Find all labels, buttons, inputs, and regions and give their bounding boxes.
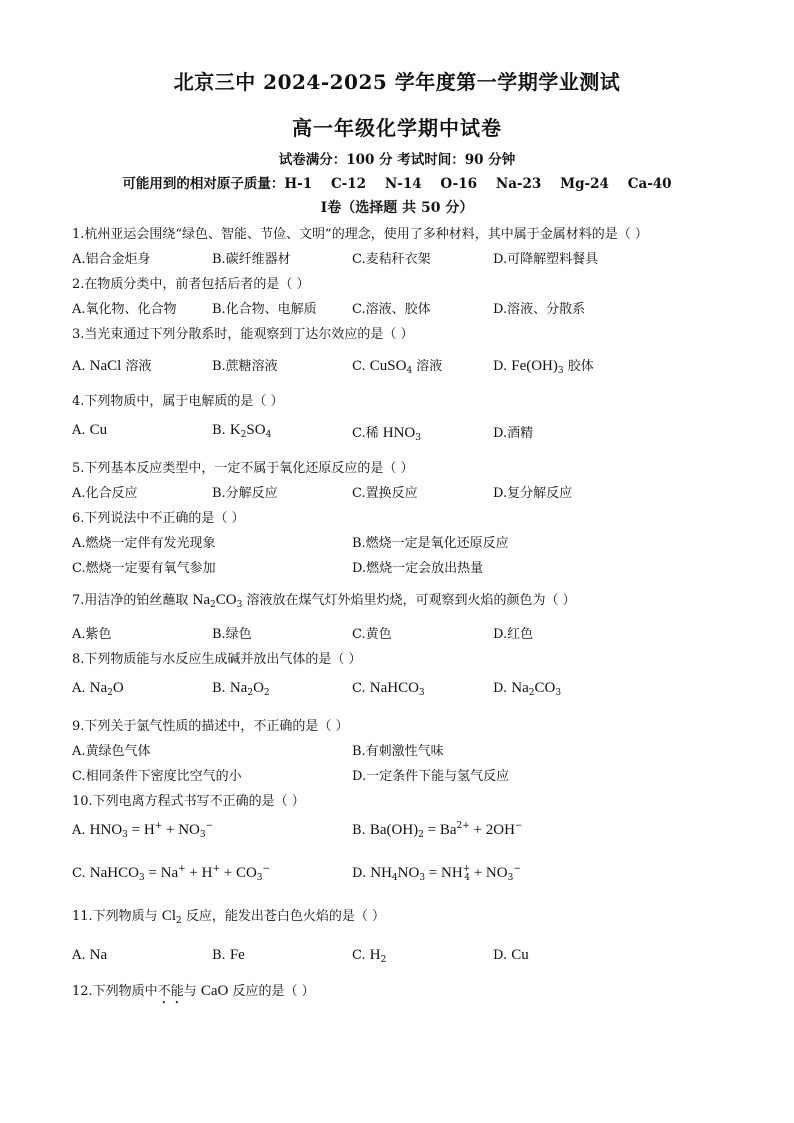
option-c[interactable]: C. $H_2$ [352,947,387,965]
option-c[interactable]: C.稀 $HNO_3$ [352,425,421,443]
question-5-stem: 5.下列基本反应类型中，一定不属于氧化还原反应的是（ ） [72,461,414,476]
option-a[interactable]: A. $Na_2O$ [72,680,124,698]
question-10-stem: 10.下列电离方程式书写不正确的是（ ） [72,794,305,809]
question-1-stem: 1.杭州亚运会围绕“绿色、智能、节俭、文明”的理念，使用了多种材料，其中属于金属材料的是（ ） [72,227,648,242]
option-b[interactable]: B.化合物、电解质 [212,302,317,317]
option-d[interactable]: D. Cu [493,947,529,963]
option-d[interactable]: D. $Fe(OH)_3$ 胶体 [493,358,594,376]
option-c[interactable]: C.麦秸秆衣架 [352,252,431,267]
option-c[interactable]: C.置换反应 [352,486,418,501]
option-a[interactable]: A. $HNO_3 = H^+ + NO_3^-$ [72,821,214,840]
question-11-stem: 11.下列物质与 $Cl_2$ 反应，能发出苍白色火焰的是（ ） [72,908,385,926]
section-heading: Ⅰ卷（选择题 共 50 分） [320,200,474,216]
option-d[interactable]: D. $NH_4NO_3 = NH^+_4 + NO_3^-$ [352,864,521,883]
option-a[interactable]: A. NaCl 溶液 [72,358,152,374]
emphasis-not: 不能 [157,984,184,999]
question-6-stem: 6.下列说法中不正确的是（ ） [72,511,245,526]
option-a[interactable]: A.紫色 [72,627,112,642]
atomic-masses: 可能用到的相对原子质量：H-1 C-12 N-14 O-16 Na-23 Mg-24 Ca-40 [122,176,672,192]
option-d[interactable]: D.可降解塑料餐具 [493,252,599,267]
option-c[interactable]: C. NaHCO$_3$ [352,680,425,698]
option-c[interactable]: C. NaHCO$_3$ = $Na^+ + H^+ + CO_3^-$ [72,864,271,883]
option-d[interactable]: D.复分解反应 [493,486,573,501]
question-4-stem: 4.下列物质中，属于电解质的是（ ） [72,394,284,409]
question-12-stem: 12.下列物质中不能与 CaO 反应的是（ ） [72,983,315,999]
option-c[interactable]: C.溶液、胶体 [352,302,431,317]
option-c[interactable]: C.黄色 [352,627,392,642]
option-b[interactable]: B. $Na_2O_2$ [212,680,270,698]
option-b[interactable]: B.有刺激性气味 [352,744,444,759]
option-b[interactable]: B.绿色 [212,627,252,642]
option-d[interactable]: D.红色 [493,627,534,642]
option-b[interactable]: B.碳纤维器材 [212,252,291,267]
option-a[interactable]: A.黄绿色气体 [72,744,151,759]
option-a[interactable]: A. Cu [72,422,108,438]
option-b[interactable]: B. $Ba(OH)_2 = Ba^{2+} + 2OH^-$ [352,821,523,840]
option-b[interactable]: B.燃烧一定是氧化还原反应 [352,536,509,551]
option-b[interactable]: B.蔗糖溶液 [212,359,278,374]
question-2-stem: 2.在物质分类中，前者包括后者的是（ ） [72,277,310,292]
question-3-stem: 3.当光束通过下列分散系时，能观察到丁达尔效应的是（ ） [72,327,414,342]
exam-info: 试卷满分：100 分 考试时间：90 分钟 [278,152,516,168]
option-a[interactable]: A.氧化物、化合物 [72,302,177,317]
option-a[interactable]: A.燃烧一定伴有发光现象 [72,536,216,551]
option-d[interactable]: D. $Na_2CO_3$ [493,680,562,698]
option-c[interactable]: C.相同条件下密度比空气的小 [72,769,242,784]
option-c[interactable]: C. CuSO$_4$ 溶液 [352,358,443,376]
option-b[interactable]: B. Fe [212,947,245,963]
question-7-stem: 7.用洁净的铂丝蘸取 $Na_2CO_3$ 溶液放在煤气灯外焰里灼烧，可观察到火焰的颜色为（ ） [72,592,576,610]
option-d[interactable]: D.燃烧一定会放出热量 [352,561,484,576]
option-d[interactable]: D.溶液、分散系 [493,302,586,317]
exam-subtitle: 高一年级化学期中试卷 [292,116,502,140]
option-d[interactable]: D.一定条件下能与氢气反应 [352,769,510,784]
option-b[interactable]: B.分解反应 [212,486,278,501]
exam-title: 北京三中 2024-2025 学年度第一学期学业测试 [173,70,621,94]
option-d[interactable]: D.酒精 [493,426,534,441]
option-a[interactable]: A.化合反应 [72,486,138,501]
question-8-stem: 8.下列物质能与水反应生成碱并放出气体的是（ ） [72,652,362,667]
question-9-stem: 9.下列关于氯气性质的描述中，不正确的是（ ） [72,719,349,734]
option-b[interactable]: B. $K_2SO_4$ [212,422,272,440]
option-a[interactable]: A.铝合金炬身 [72,252,151,267]
option-a[interactable]: A. Na [72,947,108,963]
option-c[interactable]: C.燃烧一定要有氧气参加 [72,561,216,576]
